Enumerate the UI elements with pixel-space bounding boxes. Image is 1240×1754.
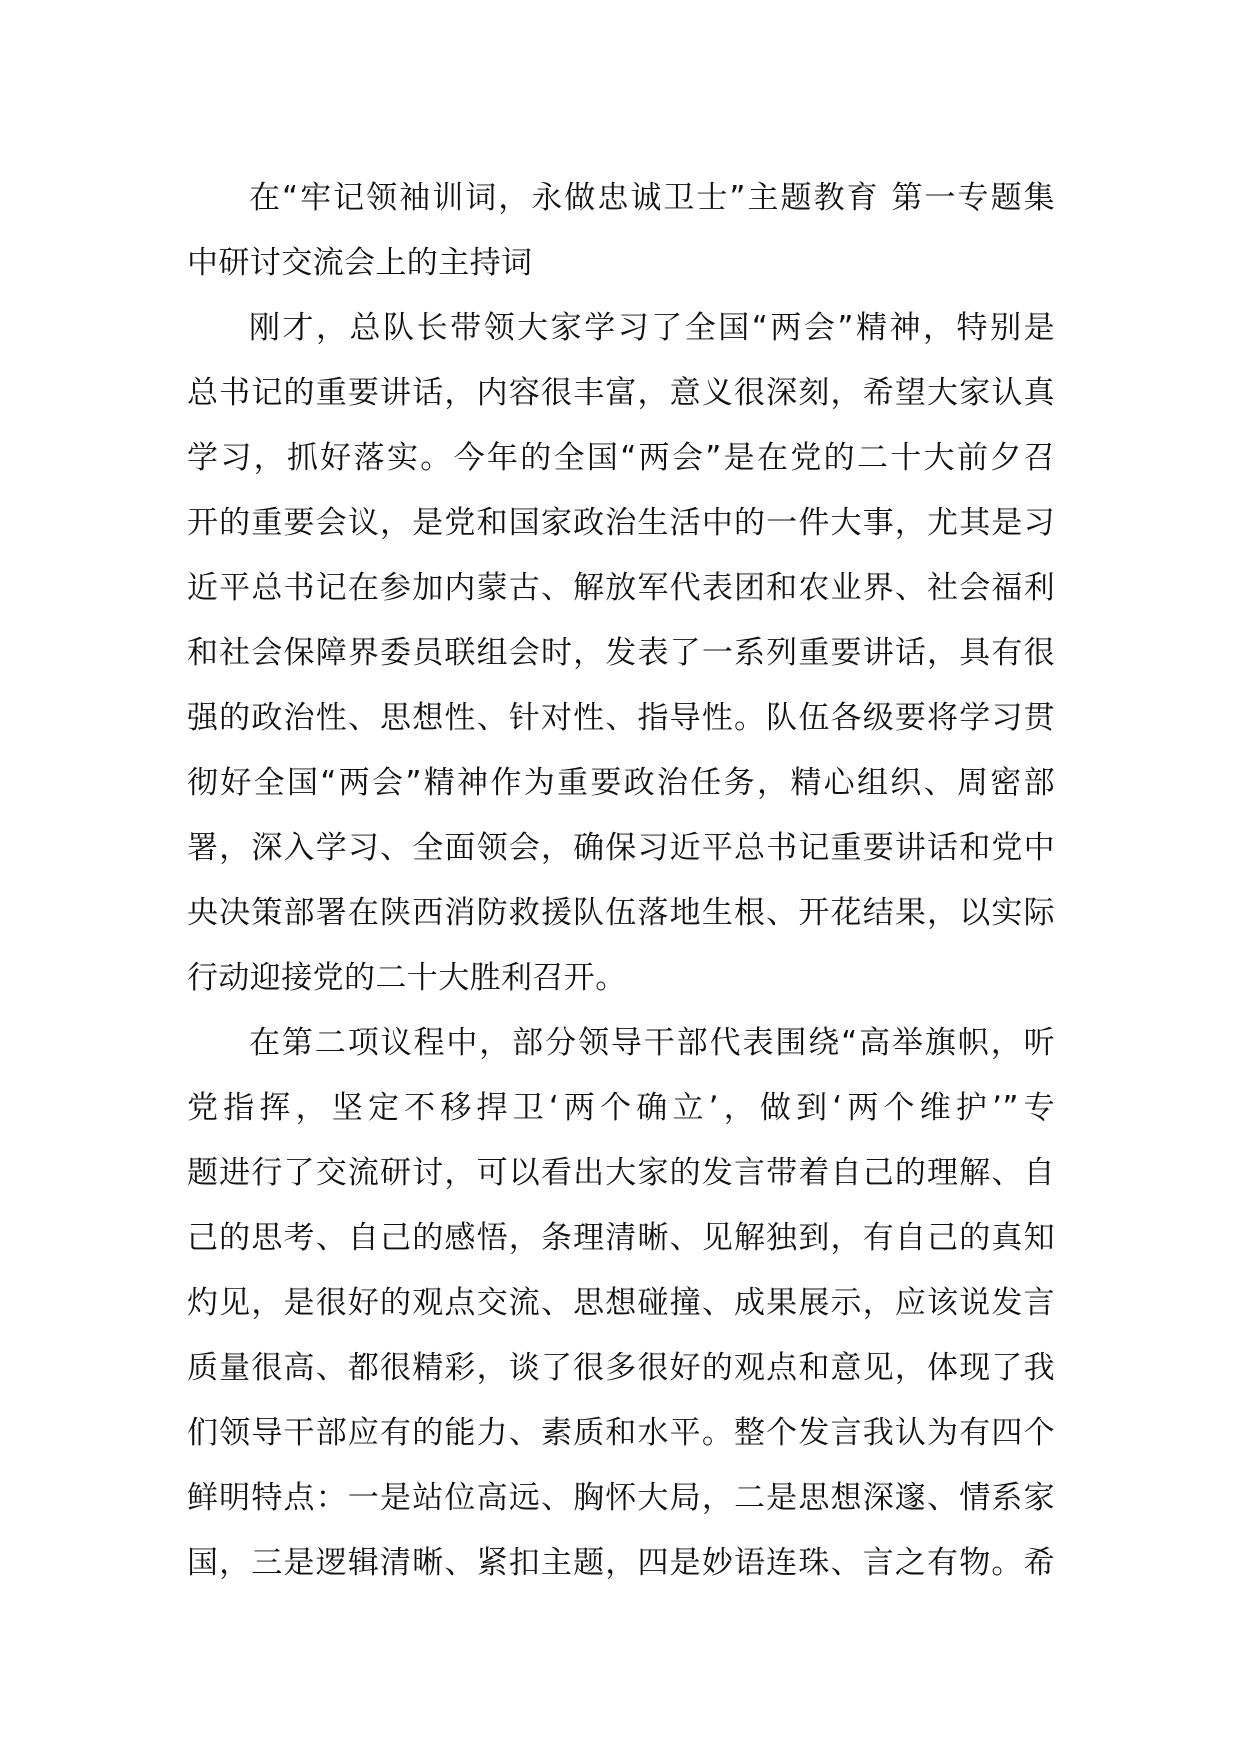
paragraph-line: 署，深入学习、全面领会，确保习近平总书记重要讲话和党中 [187,830,1055,866]
paragraph-line: 行动迎接党的二十大胜利召开。 [187,960,627,996]
body-paragraph-1 [187,296,1055,1011]
paragraph-line: 刚才，总队长带领大家学习了全国“两会”精神，特别是 [249,310,1055,346]
title-line-2: 中研讨交流会上的主持词 [187,245,533,281]
paragraph-line: 党指挥，坚定不移捍卫‘两个确立’，做到‘两个维护’”专 [187,1090,1055,1126]
paragraph-line: 强的政治性、思想性、针对性、指导性。队伍各级要将学习贯 [187,700,1055,736]
title-line-1: 在“牢记领袖训词，永做忠诚卫士”主题教育 第一专题集 [249,180,1055,216]
title-paragraph [187,166,1055,296]
paragraph-line: 彻好全国“两会”精神作为重要政治任务，精心组织、周密部 [187,765,1055,801]
paragraph-line: 鲜明特点：一是站位高远、胸怀大局，二是思想深邃、情系家 [187,1480,1055,1516]
body-paragraph-2 [187,1011,1055,1596]
paragraph-line: 开的重要会议，是党和国家政治生活中的一件大事，尤其是习 [187,505,1055,541]
paragraph-line: 题进行了交流研讨，可以看出大家的发言带着自己的理解、自 [187,1155,1055,1191]
paragraph-line: 总书记的重要讲话，内容很丰富，意义很深刻，希望大家认真 [187,375,1055,411]
paragraph-line: 和社会保障界委员联组会时，发表了一系列重要讲话，具有很 [187,635,1055,671]
document-body [187,166,1055,1596]
paragraph-line: 近平总书记在参加内蒙古、解放军代表团和农业界、社会福利 [187,570,1055,606]
paragraph-line: 灼见，是很好的观点交流、思想碰撞、成果展示，应该说发言 [187,1285,1055,1321]
paragraph-line: 国，三是逻辑清晰、紧扣主题，四是妙语连珠、言之有物。希 [187,1545,1055,1581]
paragraph-line: 学习，抓好落实。今年的全国“两会”是在党的二十大前夕召 [187,440,1055,476]
paragraph-line: 们领导干部应有的能力、素质和水平。整个发言我认为有四个 [187,1415,1055,1451]
paragraph-line: 在第二项议程中，部分领导干部代表围绕“高举旗帜，听 [249,1025,1055,1061]
paragraph-line: 己的思考、自己的感悟，条理清晰、见解独到，有自己的真知 [187,1220,1055,1256]
paragraph-line: 质量很高、都很精彩，谈了很多很好的观点和意见，体现了我 [187,1350,1055,1386]
paragraph-line: 央决策部署在陕西消防救援队伍落地生根、开花结果，以实际 [187,895,1055,931]
